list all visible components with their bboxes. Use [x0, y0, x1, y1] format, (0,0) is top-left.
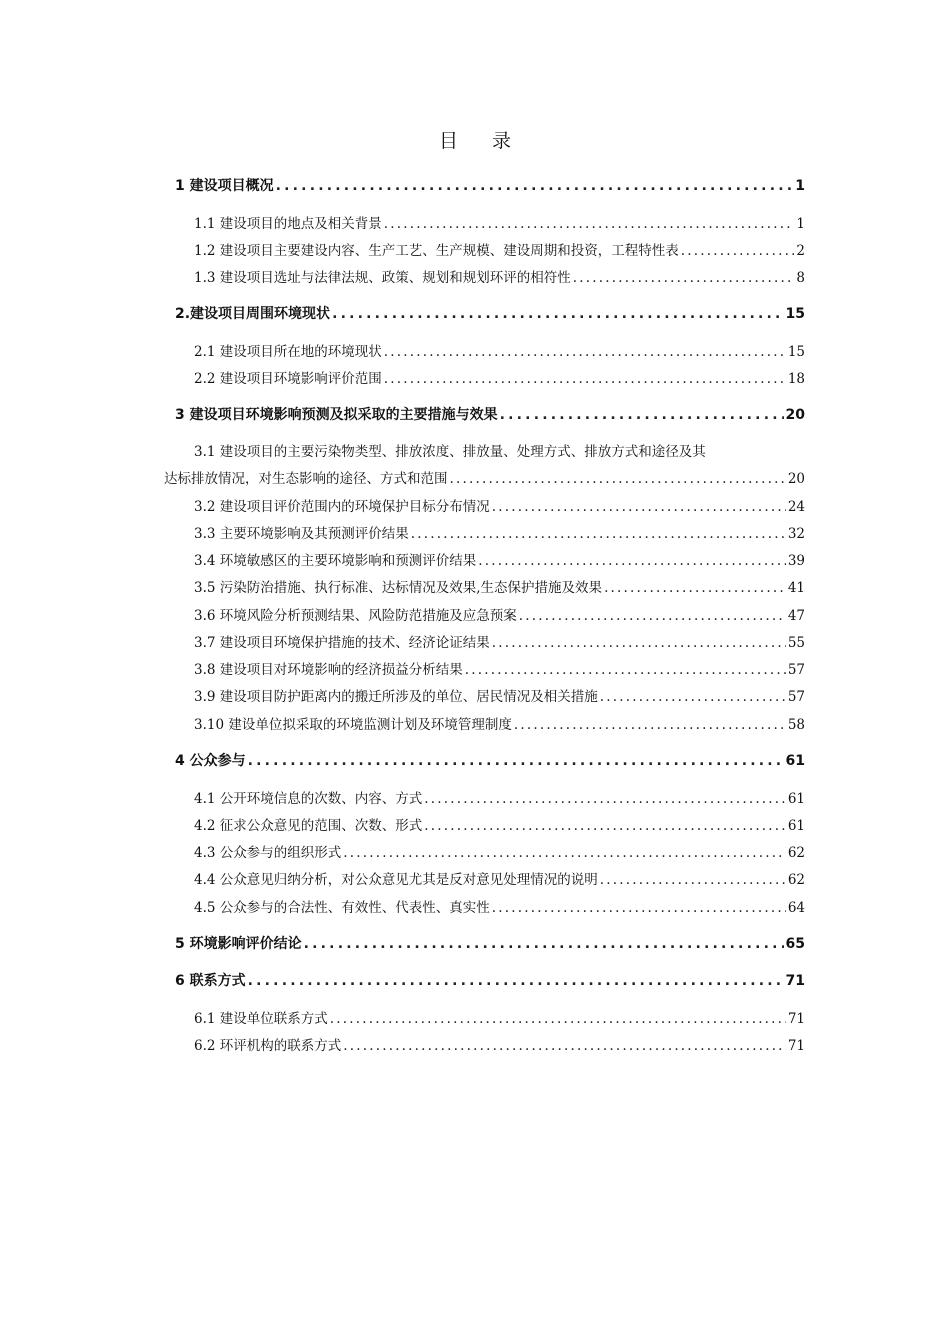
toc-entry-3-4[interactable] [194, 549, 805, 569]
toc-entry-3-2[interactable] [194, 495, 805, 515]
dot-leader [343, 1038, 786, 1054]
dot-leader [384, 216, 795, 232]
dot-leader [514, 717, 786, 733]
toc-entry-3-10[interactable] [194, 713, 805, 733]
toc-label: 4.4 公众意见归纳分析，对公众意见尤其是反对意见处理情况的说明 [194, 872, 598, 888]
toc-entry-6-2[interactable] [194, 1034, 805, 1054]
toc-page-number: 20 [785, 407, 805, 423]
dot-leader [478, 553, 786, 569]
toc-entry-4-4[interactable] [194, 868, 805, 888]
toc-label: 1.3 建设项目选址与法律法规、政策、规划和规划环评的相符性 [194, 270, 571, 286]
toc-page-number: 55 [787, 635, 805, 651]
dot-leader [384, 371, 786, 387]
toc-entry-2-2[interactable] [194, 367, 805, 387]
dot-leader [573, 270, 795, 286]
toc-entry-3-1-line1[interactable]: 3.1 建设项目的主要污染物类型、排放浓度、排放量、处理方式、排放方式和途径及其 [194, 444, 706, 460]
toc-page-number: 71 [787, 1011, 805, 1027]
toc-label: 3.3 主要环境影响及其预测评价结果 [194, 526, 409, 542]
toc-label: 4 公众参与 [175, 753, 246, 769]
toc-page-number: 32 [787, 526, 805, 542]
toc-page-number: 62 [787, 872, 805, 888]
toc-page-number: 15 [785, 306, 805, 322]
dot-leader [519, 608, 786, 624]
toc-page-number: 64 [787, 900, 805, 916]
toc-page-number: 1 [796, 216, 805, 232]
toc-label: 6.2 环评机构的联系方式 [194, 1038, 342, 1054]
toc-label: 2.1 建设项目所在地的环境现状 [194, 344, 382, 360]
toc-label: 3.2 建设项目评价范围内的环境保护目标分布情况 [194, 499, 490, 515]
toc-title: 目 录 [438, 130, 526, 152]
toc-label: 6 联系方式 [175, 973, 246, 989]
dot-leader [384, 344, 786, 360]
toc-entry-2[interactable] [175, 303, 805, 323]
dot-leader [332, 306, 783, 322]
toc-page-number: 61 [787, 791, 805, 807]
dot-leader [600, 689, 786, 705]
toc-label: 3.8 建设项目对环境影响的经济损益分析结果 [194, 662, 463, 678]
dot-leader [465, 662, 786, 678]
toc-entry-1[interactable] [175, 175, 805, 195]
toc-label: 1 建设项目概况 [175, 178, 274, 194]
toc-label: 5 环境影响评价结论 [175, 936, 302, 952]
toc-entry-4-2[interactable] [194, 814, 805, 834]
toc-label: 3 建设项目环境影响预测及拟采取的主要措施与效果 [175, 407, 498, 423]
toc-label: 3.9 建设项目防护距离内的搬迁所涉及的单位、居民情况及相关措施 [194, 689, 598, 705]
toc-page-number: 65 [785, 936, 805, 952]
toc-label: 3.6 环境风险分析预测结果、风险防范措施及应急预案 [194, 608, 517, 624]
toc-page-number: 41 [787, 580, 805, 596]
toc-label: 3.4 环境敏感区的主要环境影响和预测评价结果 [194, 553, 477, 569]
dot-leader [424, 791, 786, 807]
toc-page-number: 18 [787, 371, 805, 387]
toc-page-number: 61 [787, 818, 805, 834]
toc-entry-6-1[interactable] [194, 1007, 805, 1027]
toc-label: 4.5 公众参与的合法性、有效性、代表性、真实性 [194, 900, 490, 916]
dot-leader [492, 900, 786, 916]
dot-leader [330, 1011, 786, 1027]
toc-label: 达标排放情况，对生态影响的途径、方式和范围 [164, 471, 448, 487]
dot-leader [681, 243, 795, 259]
toc-label: 3.5 污染防治措施、执行标准、达标情况及效果,生态保护措施及效果 [194, 580, 603, 596]
dot-leader [492, 499, 786, 515]
toc-entry-1-3[interactable] [194, 266, 805, 286]
toc-entry-3-8[interactable] [194, 658, 805, 678]
toc-entry-1-1[interactable] [194, 212, 805, 232]
toc-entry-3[interactable] [175, 404, 805, 424]
dot-leader [411, 526, 786, 542]
toc-page-number: 15 [787, 344, 805, 360]
dot-leader [424, 818, 786, 834]
toc-page-number: 1 [795, 178, 805, 194]
toc-label: 1.2 建设项目主要建设内容、生产工艺、生产规模、建设周期和投资，工程特性表 [194, 243, 679, 259]
toc-entry-1-2[interactable] [194, 239, 805, 259]
toc-entry-3-3[interactable] [194, 522, 805, 542]
toc-entry-3-9[interactable] [194, 685, 805, 705]
toc-label: 4.3 公众参与的组织形式 [194, 845, 342, 861]
toc-entry-4-5[interactable] [194, 896, 805, 916]
toc-label: 4.1 公开环境信息的次数、内容、方式 [194, 791, 423, 807]
toc-page-number: 39 [787, 553, 805, 569]
dot-leader [492, 635, 786, 651]
toc-label: 2.2 建设项目环境影响评价范围 [194, 371, 382, 387]
dot-leader [450, 471, 786, 487]
toc-page-number: 20 [787, 471, 805, 487]
dot-leader [600, 872, 786, 888]
toc-entry-3-7[interactable] [194, 631, 805, 651]
toc-page-number: 57 [787, 689, 805, 705]
toc-page-number: 71 [787, 1038, 805, 1054]
toc-page-number: 2 [796, 243, 805, 259]
toc-page-number: 62 [787, 845, 805, 861]
toc-label: 2.建设项目周围环境现状 [175, 306, 331, 322]
toc-label: 3.7 建设项目环境保护措施的技术、经济论证结果 [194, 635, 490, 651]
toc-page-number: 47 [787, 608, 805, 624]
dot-leader [304, 936, 784, 952]
dot-leader [248, 753, 784, 769]
toc-entry-5[interactable] [175, 933, 805, 953]
toc-page-number: 24 [787, 499, 805, 515]
toc-entry-4-1[interactable] [194, 787, 805, 807]
toc-page-number: 57 [787, 662, 805, 678]
dot-leader [604, 580, 786, 596]
toc-entry-4[interactable] [175, 750, 805, 770]
dot-leader [276, 178, 794, 194]
toc-entry-3-1[interactable] [164, 467, 805, 487]
toc-entry-4-3[interactable] [194, 841, 805, 861]
toc-label: 1.1 建设项目的地点及相关背景 [194, 216, 382, 232]
toc-page-number: 71 [785, 973, 805, 989]
toc-label: 4.2 征求公众意见的范围、次数、形式 [194, 818, 423, 834]
toc-entry-3-6[interactable] [194, 604, 805, 624]
toc-label: 6.1 建设单位联系方式 [194, 1011, 328, 1027]
toc-entry-3-5[interactable] [194, 576, 805, 596]
dot-leader [248, 973, 784, 989]
toc-page-number: 58 [787, 717, 805, 733]
toc-page-number: 61 [785, 753, 805, 769]
dot-leader [500, 407, 784, 423]
toc-page-number: 8 [796, 270, 805, 286]
toc-entry-6[interactable] [175, 970, 805, 990]
dot-leader [343, 845, 786, 861]
toc-label: 3.10 建设单位拟采取的环境监测计划及环境管理制度 [194, 717, 512, 733]
toc-entry-2-1[interactable] [194, 340, 805, 360]
